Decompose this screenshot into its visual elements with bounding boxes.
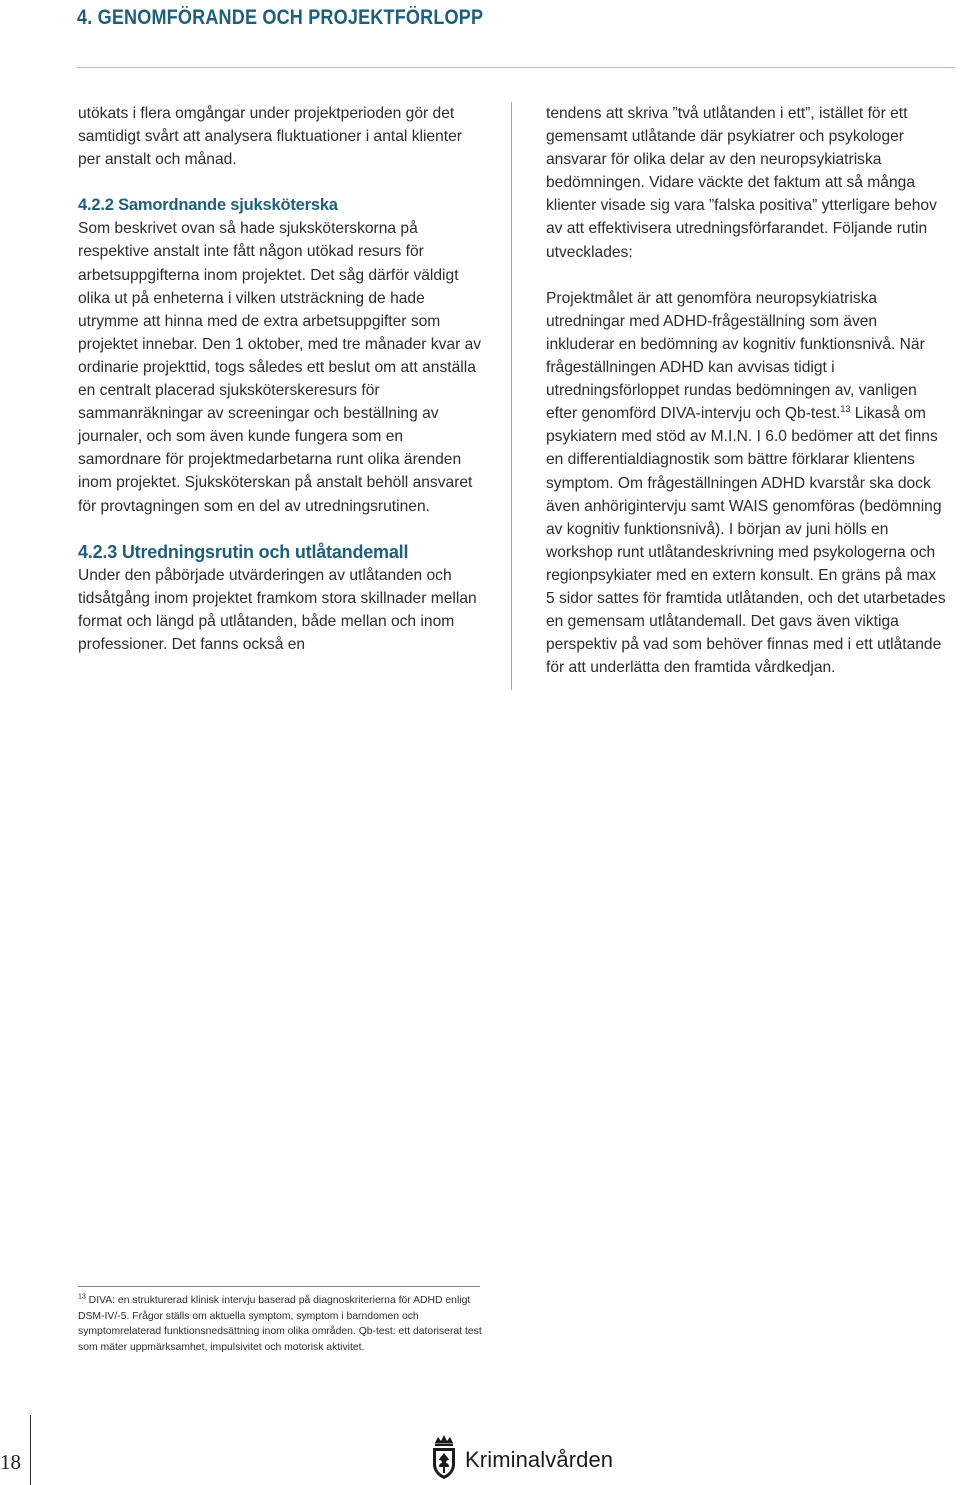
- paragraph-text: Projektmålet är att genomföra neuropsykiatriska utredningar med ADHD-frågeställning som även inkluderar en bedömning av kognitiv funktionsnivå. När frågeställningen ADHD kan avvisas tidigt i utredningsförloppet rundas bedömningen av, vanligen efter genomförd DIVA-intervju och Qb-test.: [546, 289, 925, 423]
- left-column: [78, 102, 483, 656]
- logo-wordmark: Kriminalvården: [465, 1447, 614, 1472]
- right-paragraph-1: tendens att skriva ”två utlåtanden i ett”, istället för ett gemensamt utlåtande där psykiatrer och psykologer ansvarar för olika delar av den neuropsykiatriska bedömningen. Vidare väckte det faktum att så många klienter visade sig vara ”falska positiva” ytterligare behov av att effektivisera utredningsförfarandet. Följande rutin utvecklades:: [546, 105, 937, 261]
- section-body-samordnande: Som beskrivet ovan så hade sjuksköterskorna på respektive anstalt inte fått någon utökad resurs för arbetsuppgifterna inom projektet. Det såg därför väldigt olika ut på enheterna i vilken utsträckning de hade utrymme att hinna med de extra arbetsuppgifter som projektet innebar. Den 1 oktober, med tre månader kvar av ordinarie projekttid, togs således ett beslut om att anställa en centralt placerad sjuksköterskeresurs för sammanräkningar av screeningar och beställning av journaler, och som även kunde fungera som en samordnare för projektmedarbetarna runt olika ärenden inom projektet. Sjuksköterskan på anstalt behöll ansvaret för provtagningen som en del av utredningsrutinen.: [78, 220, 482, 515]
- header-divider: [77, 67, 955, 68]
- footnote: [78, 1293, 488, 1355]
- section-body-utredningsrutin: Under den påbörjade utvärderingen av utlåtanden och tidsåtgång inom projektet framkom stora skillnader mellan format och längd på utlåtanden, både mellan och inom professioner. Det fanns också en: [78, 566, 477, 653]
- right-paragraph-2: [546, 287, 946, 680]
- page-number: 18: [0, 1450, 21, 1474]
- crowned-shield-icon: [431, 1434, 457, 1480]
- intro-paragraph: utökats i flera omgångar under projektperioden gör det samtidigt svårt att analysera fluktuationer i antal klienter per anstalt och månad.: [78, 105, 462, 169]
- footnote-number: 13: [78, 1293, 86, 1301]
- section-number: 4.2.3: [78, 541, 118, 562]
- section-title: Utredningsrutin och utlåtandemall: [121, 541, 409, 562]
- footnote-reference[interactable]: 13: [840, 404, 851, 415]
- footnote-divider: [78, 1286, 480, 1287]
- chapter-title: 4. GENOMFÖRANDE OCH PROJEKTFÖRLOPP: [77, 6, 484, 29]
- footnote-text: DIVA: en strukturerad klinisk intervju baserad på diagnoskriterierna för ADHD enligt DSM-IV/-5. Frågor ställs om aktuella symptom, symptom i barndomen och symptomrelaterad funktionsnedsättning inom olika områden. Qb-test: ett datoriserat test som mäter uppmärksamhet, impulsivitet och motorisk aktivitet.: [78, 1295, 482, 1353]
- margin-rule: [30, 1415, 31, 1485]
- kriminalvarden-logo: [431, 1434, 613, 1480]
- paragraph-gap: [546, 264, 946, 287]
- section-number: 4.2.2: [78, 196, 114, 215]
- section-title: Samordnande sjuksköterska: [118, 196, 338, 215]
- section-heading-samordnande: [78, 194, 483, 217]
- column-divider: [511, 102, 512, 690]
- right-column: [546, 102, 946, 679]
- section-heading-utredningsrutin: [78, 541, 483, 564]
- paragraph-text: Likaså om psykiatern med stöd av M.I.N. I 6.0 bedömer att det finns en differentialdiagnostik som bättre förklarar klientens symptom. Om frågeställningen ADHD kvarstår ska dock även anhörigintervju samt WAIS genomföras (bedömning av kognitiv funktionsnivå). I början av juni hölls en workshop runt utlåtandeskrivning med psykologerna och regionpsykiater med en extern konsult. En gräns på max 5 sidor sattes för framtida utlåtanden, och det utarbetades en gemensam utlåtandemall. Det gavs även viktiga perspektiv på vad som behöver finnas med i ett utlåtande för att underlätta den framtida vårdkedjan.: [546, 405, 946, 677]
